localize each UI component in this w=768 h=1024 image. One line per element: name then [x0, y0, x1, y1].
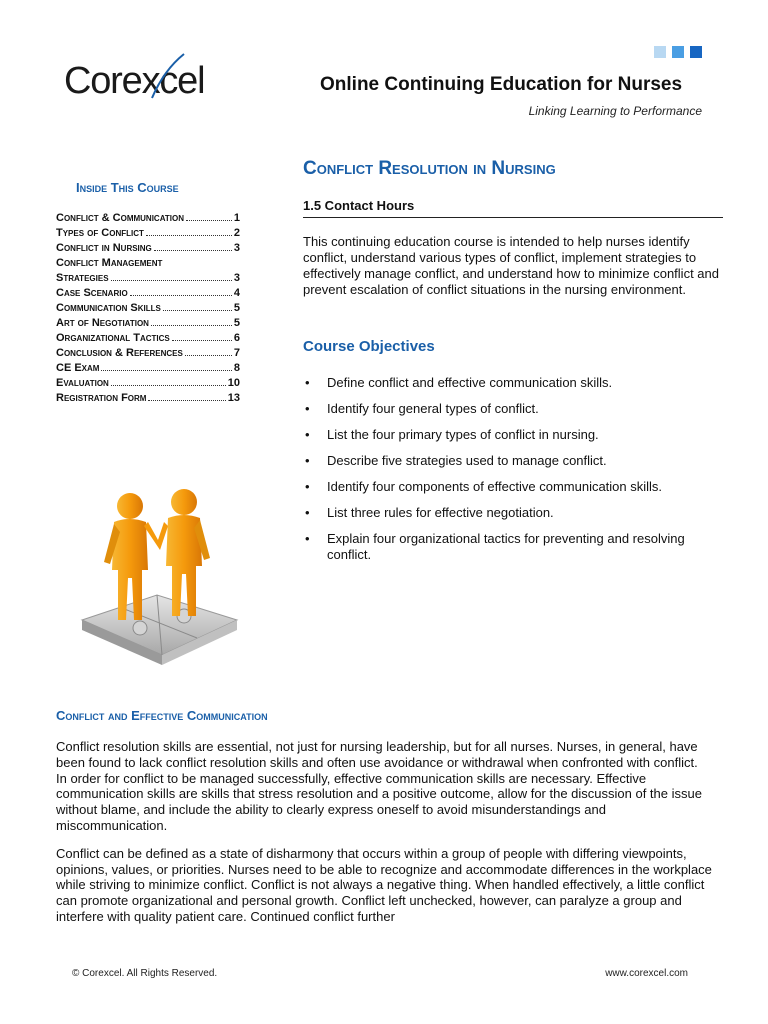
- logo-text: Corexcel: [64, 60, 205, 102]
- sidebar: [56, 180, 240, 406]
- corexcel-logo: [64, 50, 214, 110]
- objective-item: • Identify four components of effective communication skills.: [303, 479, 723, 495]
- objective-item: • Explain four organizational tactics for preventing and resolving conflict.: [303, 531, 723, 563]
- objective-item: • List the four primary types of conflict in nursing.: [303, 427, 723, 443]
- section-paragraph: Conflict resolution skills are essential, not just for nursing leadership, but for all nurses. Nurses, in general, have been found to lack conflict resolution skills and often use avoidance or withdrawal when confronted with conflict. In order for conflict to be managed successfully, effective communication skills are necessary. Effective communication skills are skills that stress resolution and a positive outcome, allow for the discussion of the issue without blame, and include the ability to clearly express oneself to avoid misunderstandings and miscommunication.: [56, 739, 702, 833]
- toc-item: Conclusion & References 7: [56, 347, 240, 359]
- handshake-puzzle-illustration: [52, 470, 262, 680]
- section-paragraph: Conflict can be defined as a state of disharmony that occurs within a group of people with differing viewpoints, opinions, values, or priorities. Nurses need to be able to recognize and accommodate differences in the workplace while striving to minimize conflict. Conflict is not always a negative thing. When handled effectively, a little conflict can promote organizational and personal growth. Conflict left unchecked, however, can paralyze a group and interfere with quality patient care. Continued conflict further: [56, 845, 712, 924]
- objective-item: • Define conflict and effective communication skills.: [303, 375, 723, 391]
- objective-item: • Identify four general types of conflict.: [303, 401, 723, 417]
- conflict-communication-section: [56, 708, 712, 937]
- main-content: [303, 158, 723, 573]
- toc-item: Registration Form 13: [56, 392, 240, 404]
- toc-item: Art of Negotiation 5: [56, 317, 240, 329]
- contact-hours: 1.5 Contact Hours: [303, 198, 723, 218]
- footer-website[interactable]: www.corexcel.com: [605, 968, 688, 979]
- handshake-icon: [52, 470, 262, 680]
- toc-item: Case Scenario 4: [56, 287, 240, 299]
- toc-item: CE Exam 8: [56, 362, 240, 374]
- objective-item: • Describe five strategies used to manage conflict.: [303, 453, 723, 469]
- objectives-list: [303, 375, 723, 563]
- section-title: Conflict and Effective Communication: [56, 708, 268, 723]
- sidebar-title: Inside This Course: [76, 180, 179, 195]
- course-title: Conflict Resolution in Nursing: [303, 158, 556, 179]
- square-dark: [690, 46, 702, 58]
- toc-item: Conflict & Communication 1: [56, 212, 240, 224]
- decorative-squares: [654, 46, 702, 58]
- table-of-contents: [56, 211, 240, 406]
- square-light: [654, 46, 666, 58]
- objectives-title: Course Objectives: [303, 338, 435, 355]
- toc-item: Conflict Management: [56, 257, 163, 269]
- toc-item: Communication Skills 5: [56, 302, 240, 314]
- logo-swoosh-icon: [64, 50, 214, 110]
- toc-item: Types of Conflict 2: [56, 227, 240, 239]
- toc-item-cont: Strategies 3: [56, 272, 240, 284]
- footer-copyright: © Corexcel. All Rights Reserved.: [72, 968, 218, 979]
- toc-item: Evaluation 10: [56, 377, 240, 389]
- course-intro: This continuing education course is intended to help nurses identify conflict, understand various types of conflict, implement strategies to effectively manage conflict, and understand how to minimize conflict and prevent escalation of conflict situations in the nursing environment.: [303, 234, 719, 297]
- objective-item: • List three rules for effective negotiation.: [303, 505, 723, 521]
- toc-item: Conflict in Nursing 3: [56, 242, 240, 254]
- toc-item: Organizational Tactics 6: [56, 332, 240, 344]
- square-mid: [672, 46, 684, 58]
- header-tagline: Linking Learning to Performance: [528, 104, 702, 118]
- header-title: Online Continuing Education for Nurses: [320, 74, 683, 95]
